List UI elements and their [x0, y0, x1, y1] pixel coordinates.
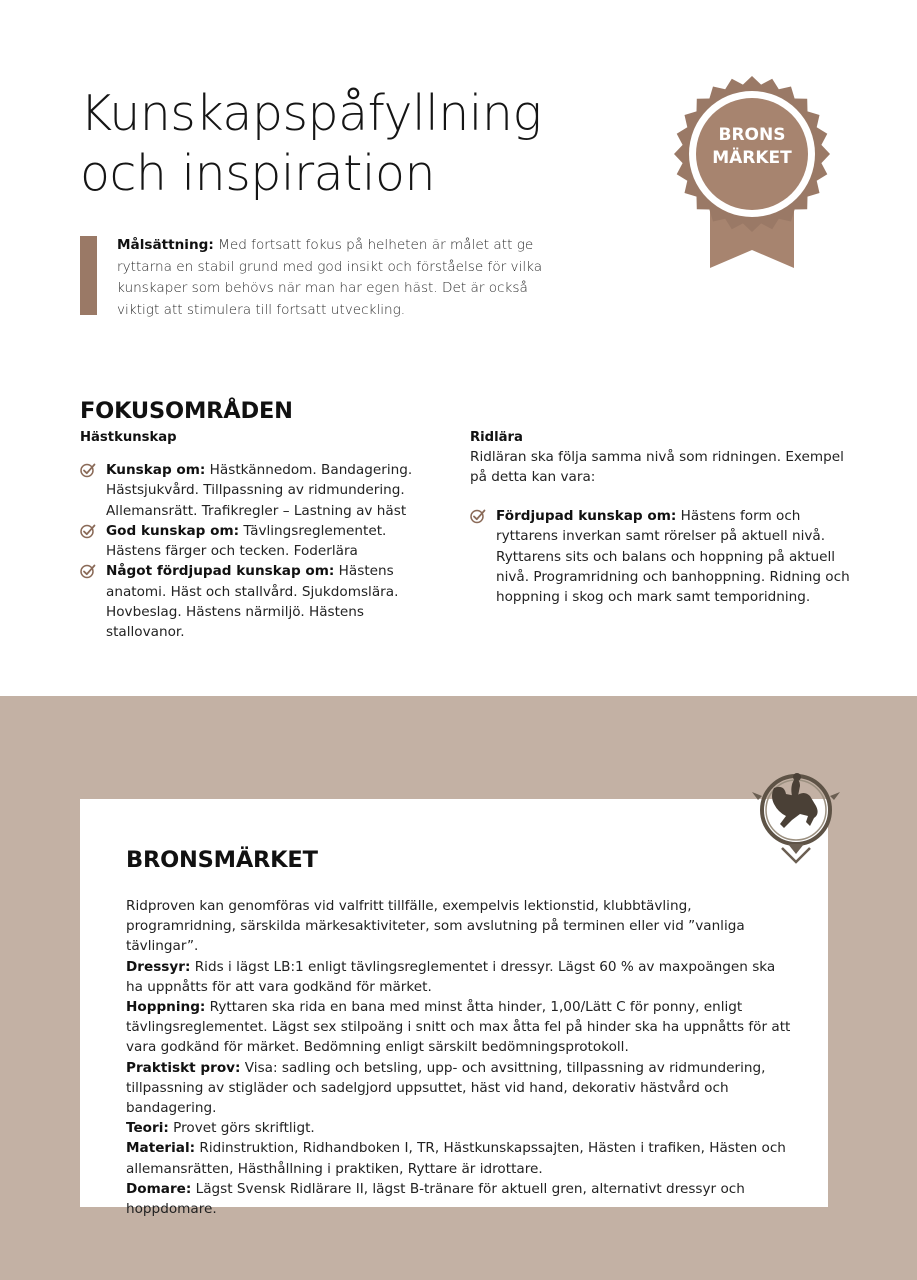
check-circle-icon [80, 462, 96, 478]
horse-knowledge-list [80, 460, 440, 643]
bronze-badge-icon [672, 68, 832, 274]
check-circle-icon [470, 508, 486, 524]
bronze-intro: Ridproven kan genomföras vid valfritt tillfälle, exempelvis lektionstid, klubbtävling, programridning, särskilda märkesaktiviteter, som avslutning på terminen eller vid ”vanliga tävlingar”. [126, 898, 745, 955]
focus-subheading-riding-theory: Ridlära [470, 430, 523, 445]
item-label: God kunskap om: [106, 522, 240, 539]
bronze-body [126, 896, 796, 1219]
bronze-item-material [126, 1138, 796, 1178]
focus-heading: FOKUSOMRÅDEN [80, 398, 293, 424]
riding-theory-list [470, 506, 850, 607]
item-text: Visa: sadling och betsling, upp- och avsittning, tillpassning av ridmundering, tillpassning av stigläder och sadelgjord uppsuttet, häst vid hand, dekorativ hästvård och bandagering. [126, 1059, 766, 1117]
goal-accent-bar [80, 236, 97, 315]
riding-theory-intro: Ridläran ska följa samma nivå som ridningen. Exempel på detta kan vara: [470, 449, 844, 485]
bronze-card [80, 799, 828, 1218]
item-text: Hästkännedom. Bandagering. Hästsjukvård. Tillpassning av ridmundering. Allemansrätt. Trafikregler – Lastning av häst [106, 462, 413, 519]
item-text: Ridinstruktion, Ridhandboken I, TR, Hästkunskapssajten, Hästen i trafiken, Hästen och allemansrätten, Hästhållning i praktiken, Ryttare är idrottare. [126, 1140, 786, 1177]
item-text: Hästens anatomi. Häst och stallvård. Sjukdomslära. Hovbeslag. Hästens närmiljö. Hästens stallovanor. [106, 563, 399, 641]
badge-line-1: BRONS [718, 125, 786, 145]
item-label: Material: [126, 1140, 196, 1157]
check-circle-icon [80, 563, 96, 579]
page-title-line-2: och inspiration [80, 145, 435, 202]
focus-subheading-horse-knowledge: Hästkunskap [80, 430, 177, 445]
bronze-item-theory [126, 1118, 796, 1138]
horse-rider-emblem-icon [744, 766, 848, 866]
item-text: Tävlingsreglementet. Hästens färger och tecken. Foderlära [106, 522, 387, 560]
bronze-item-judge [126, 1179, 796, 1219]
item-label: Dressyr: [126, 958, 191, 975]
focus-column-horse-knowledge [80, 429, 440, 643]
item-text: Lägst Svensk Ridlärare II, lägst B-tränare för aktuell gren, alternativt dressyr och hoppdomare. [126, 1180, 745, 1218]
item-label: Kunskap om: [106, 462, 206, 478]
item-label: Något fördjupad kunskap om: [106, 563, 335, 580]
page-title-line-1: Kunskapspåfyllning [80, 85, 542, 142]
list-item [80, 561, 440, 642]
item-label: Fördjupad kunskap om: [496, 508, 677, 524]
badge-line-2: MÄRKET [712, 148, 792, 168]
goal-label: Målsättning: [117, 237, 214, 253]
item-label: Hoppning: [126, 999, 206, 1016]
list-item [80, 460, 440, 521]
item-label: Praktiskt prov: [126, 1059, 241, 1076]
page-title [80, 84, 640, 204]
bronze-heading: BRONSMÄRKET [126, 847, 318, 873]
list-item [80, 521, 440, 562]
check-circle-icon [80, 523, 96, 539]
goal-body: Med fortsatt fokus på helheten är målet att ge ryttarna en stabil grund med god insikt och förståelse för vilka kunskaper som behövs när man har egen häst. Det är också viktigt att stimulera till fortsatt utveckling. [117, 237, 543, 318]
bronze-item-dressage [126, 957, 796, 997]
item-label: Domare: [126, 1180, 192, 1197]
item-text: Provet görs skriftligt. [168, 1120, 315, 1137]
bronze-item-jumping [126, 997, 796, 1058]
list-item [470, 506, 850, 607]
item-text: Ryttaren ska rida en bana med minst åtta hinder, 1,00/Lätt C för ponny, enligt tävlingsreglementet. Lägst sex stilpoäng i snitt och max åtta fel på hinder ska ha uppnåtts för att vara godkänd för märket. Bedömning enligt särskilt bedömningsprotokoll. [126, 999, 791, 1056]
goal-text [117, 235, 547, 321]
item-label: Teori: [126, 1120, 169, 1137]
item-text: Rids i lägst LB:1 enligt tävlingsreglementet i dressyr. Lägst 60 % av maxpoängen ska ha uppnåtts för att vara godkänd för märket. [126, 958, 776, 995]
focus-column-riding-theory [470, 429, 850, 607]
item-text: Hästens form och ryttarens inverkan samt rörelser på aktuell nivå. Ryttarens sits och balans och hoppning på aktuell nivå. Programridning och banhoppning. Ridning och hoppning i skog och mark samt temporidning. [496, 508, 850, 606]
bronze-item-practical [126, 1058, 796, 1119]
